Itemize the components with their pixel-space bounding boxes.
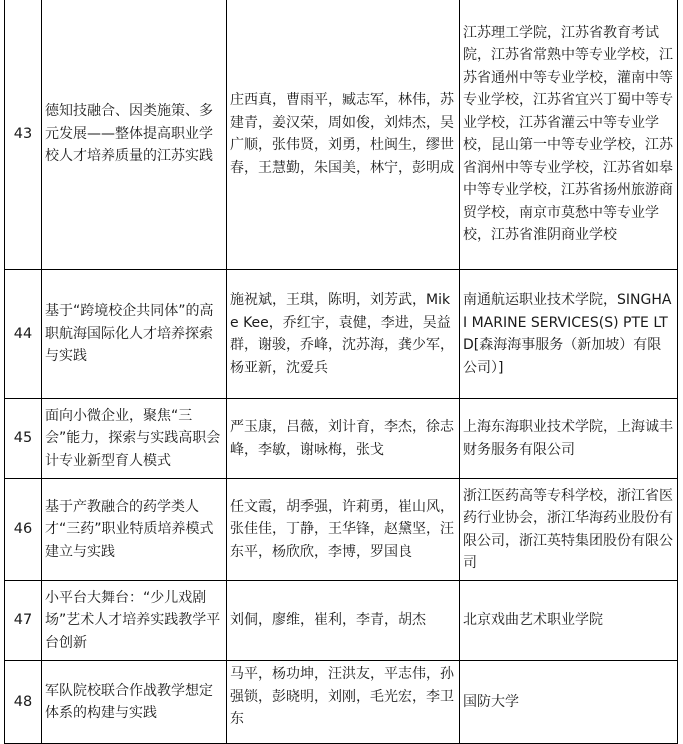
row-number: 44 xyxy=(5,270,42,399)
row-number: 46 xyxy=(5,479,42,581)
table-row xyxy=(5,0,678,270)
table-row xyxy=(5,661,678,744)
table-row xyxy=(5,479,678,581)
project-title: 德知技融合、因类施策、多元发展——整体提高职业学校人才培养质量的江苏实践 xyxy=(42,0,227,270)
row-number: 45 xyxy=(5,399,42,479)
row-number: 43 xyxy=(5,0,42,270)
institutions: 北京戏曲艺术职业学院 xyxy=(460,581,678,661)
row-number: 48 xyxy=(5,661,42,744)
institutions: 南通航运职业技术学院，SINGHAI MARINE SERVICES(S) PTE LTD[森海海事服务（新加坡）有限公司）] xyxy=(460,270,678,399)
row-number: 47 xyxy=(5,581,42,661)
institutions: 上海东海职业技术学院，上海诚丰财务服务有限公司 xyxy=(460,399,678,479)
project-title: 基于“跨境校企共同体”的高职航海国际化人才培养探索与实践 xyxy=(42,270,227,399)
team-members: 严玉康，吕薇，刘计育，李杰，徐志峰，李敏，谢咏梅，张戈 xyxy=(227,399,460,479)
table-row xyxy=(5,581,678,661)
institutions: 国防大学 xyxy=(460,661,678,744)
table-row xyxy=(5,399,678,479)
team-members: 任文霞，胡季强，许莉勇，崔山风，张佳佳，丁静，王华锋，赵黛坚，汪东平，杨欣欣，李博，罗国良 xyxy=(227,479,460,581)
table-row xyxy=(5,270,678,399)
project-title: 小平台大舞台：“少儿戏剧场”艺术人才培养实践教学平台创新 xyxy=(42,581,227,661)
project-title: 基于产教融合的药学类人才“三药”职业特质培养模式建立与实践 xyxy=(42,479,227,581)
project-title: 面向小微企业，聚焦“三会”能力，探索与实践高职会计专业新型育人模式 xyxy=(42,399,227,479)
team-members: 刘侗，廖维，崔利，李青，胡杰 xyxy=(227,581,460,661)
team-members: 施祝斌，王琪，陈明，刘芳武，Mike Kee，乔红宇，袁健，李进，吴益群，谢骏，乔峰，沈苏海，龚少军，杨亚新，沈爱兵 xyxy=(227,270,460,399)
team-members: 庄西真，曹雨平，臧志军，林伟，苏建青，姜汉荣，周如俊，刘炜杰，吴广顺，张伟贤，刘勇，杜闽生，缪世春，王慧勤，朱国美，林宁，彭明成 xyxy=(227,0,460,270)
team-members: 马平，杨功坤，汪洪友，平志伟，孙强锁，彭晓明，刘刚，毛光宏，李卫东 xyxy=(227,661,460,744)
awards-table xyxy=(4,0,678,744)
institutions: 浙江医药高等专科学校，浙江省医药行业协会，浙江华海药业股份有限公司，浙江英特集团股份有限公司 xyxy=(460,479,678,581)
project-title: 军队院校联合作战教学想定体系的构建与实践 xyxy=(42,661,227,744)
institutions: 江苏理工学院，江苏省教育考试院，江苏省常熟中等专业学校，江苏省通州中等专业学校，灌南中等专业学校，江苏省宜兴丁蜀中等专业学校，江苏省灌云中等专业学校，昆山第一中等专业学校，江苏省润州中等专业学校，江苏省如皋中等专业学校，江苏省扬州旅游商贸学校，南京市莫愁中等专业学校，江苏省淮阴商业学校 xyxy=(460,0,678,270)
